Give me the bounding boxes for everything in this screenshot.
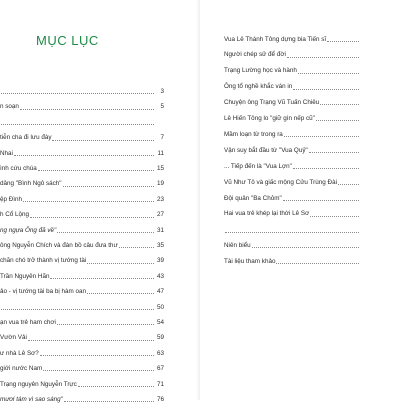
toc-entry-title: Hai vua trẻ khép lại thời Lê Sơ <box>224 210 310 218</box>
toc-leader-dots <box>20 109 154 110</box>
toc-entry-page: 47 <box>156 288 164 296</box>
toc-leader-dots <box>87 293 154 294</box>
toc-entry <box>224 138 360 154</box>
toc-entry-page: 76 <box>156 395 164 403</box>
toc-entry <box>0 388 200 403</box>
toc-entry-page: 3 <box>160 88 164 96</box>
toc-entry-page: 39 <box>156 257 164 265</box>
toc-leader-dots <box>50 278 154 279</box>
toc-leader-dots <box>38 170 154 171</box>
toc-entry-title: n soạn <box>0 103 19 111</box>
toc-entry-title: ng ngựa Ông đã về" <box>0 226 57 234</box>
toc-entry <box>224 234 360 250</box>
toc-entry-title: Vườn Vải <box>0 334 27 342</box>
toc-entry-title: ình cứu chúa <box>0 165 37 173</box>
toc-entry-title: Mầm loạn từ trong ra <box>224 130 283 138</box>
toc-leader-dots <box>338 184 359 185</box>
toc-entry-title: ạn vua trẻ ham chơi <box>0 318 56 326</box>
toc-leader-dots <box>293 168 359 169</box>
toc-entry-title: Ông tổ nghề khắc ván in <box>224 83 293 91</box>
toc-entry-page: 71 <box>156 380 164 388</box>
toc-entry <box>0 311 200 326</box>
toc-leader-dots <box>40 355 154 356</box>
toc-entry-page: 15 <box>156 165 164 173</box>
toc-leader-dots <box>57 324 154 325</box>
toc-entry <box>0 157 200 172</box>
toc-leader-dots <box>64 401 154 402</box>
toc-entry <box>0 372 200 387</box>
toc-entry-page: 59 <box>156 334 164 342</box>
toc-entry <box>0 142 200 157</box>
toc-leader-dots <box>119 247 154 248</box>
toc-entry-title: Người chép sử để đời <box>224 51 286 59</box>
toc-entry <box>0 188 200 203</box>
toc-entry-title: Tài liệu tham khảo <box>224 258 276 266</box>
toc-leader-dots <box>287 57 359 58</box>
toc-entry-title: Vua Lê Thánh Tông dựng bia Tiến sĩ <box>224 35 327 43</box>
toc-leader-dots <box>320 104 359 105</box>
toc-entry <box>0 203 200 218</box>
toc-entry-page: 5 <box>160 103 164 111</box>
toc-entry <box>0 295 200 310</box>
toc-entry-title: chăn chó trở thành vị tướng tài <box>0 257 87 265</box>
toc-entry <box>0 234 200 249</box>
toc-leader-dots <box>28 340 154 341</box>
toc-entry <box>224 27 360 43</box>
toc-entry <box>0 326 200 341</box>
toc-entry <box>0 280 200 295</box>
toc-leader-dots <box>52 140 154 141</box>
toc-entry-title: Vận suy bắt đầu từ "Vua Quỷ" <box>224 146 308 154</box>
toc-leader-dots <box>310 216 359 217</box>
toc-entry-page: 35 <box>156 242 164 249</box>
toc-entry-title: dâng "Bình Ngô sách" <box>0 180 62 188</box>
toc-entry <box>224 106 360 122</box>
toc-leader-dots <box>316 120 359 121</box>
toc-entry <box>0 172 200 187</box>
toc-leader-dots <box>87 263 154 264</box>
toc-leader-dots <box>252 247 359 248</box>
toc-entry-title: Vũ Như Tô và giấc mộng Cửu Trùng Đài <box>224 178 337 186</box>
toc-entry-title: Trần Nguyên Hãn <box>0 272 50 280</box>
toc-leader-dots <box>298 73 359 74</box>
toc-entry-title: ệp Đình <box>0 195 23 203</box>
toc-entry <box>224 170 360 186</box>
toc-entry-title: mươi tám vì sao sáng" <box>0 395 63 403</box>
toc-entry-title: ... Tiếp đến là "Vua Lợn" <box>224 162 292 170</box>
toc-entry <box>0 342 200 357</box>
toc-entry-title: ảo - vị tướng tài ba bị hàm oan <box>0 288 87 296</box>
toc-entry-title: ông Nguyễn Chích và đàn bồ câu đưa thư <box>0 242 118 249</box>
toc-entry-page: 63 <box>156 349 164 357</box>
toc-entry-title: Nhai <box>0 149 13 157</box>
toc-entry-title: h Cổ Lộng <box>0 211 30 219</box>
toc-entry <box>0 80 200 95</box>
toc-entry <box>224 249 360 265</box>
toc-entry-page: 23 <box>156 195 164 203</box>
toc-entry-page: 43 <box>156 272 164 280</box>
toc-leader-dots <box>1 309 154 310</box>
toc-entry <box>224 43 360 59</box>
toc-entry <box>224 218 360 234</box>
toc-entry <box>224 75 360 91</box>
toc-leader-dots <box>23 201 154 202</box>
toc-leader-dots <box>30 217 154 218</box>
toc-leader-dots <box>327 41 359 42</box>
toc-entry-page: 54 <box>156 318 164 326</box>
toc-leader-dots <box>225 232 359 233</box>
right-toc-list <box>224 27 360 265</box>
toc-entry <box>0 249 200 264</box>
toc-entry-title: Trạng nguyên Nguyễn Trực <box>0 380 77 388</box>
toc-leader-dots <box>1 124 154 125</box>
toc-leader-dots <box>276 263 359 264</box>
toc-entry-title: tiễn cha đi lưu đày <box>0 134 52 142</box>
toc-leader-dots <box>43 370 154 371</box>
toc-entry-title: Lê Hiến Tông lo "giữ gìn nếp cũ" <box>224 115 315 123</box>
toc-entry-page: 19 <box>156 180 164 188</box>
toc-entry-title: ư nhà Lê Sơ? <box>0 349 39 357</box>
toc-entry <box>224 59 360 75</box>
toc-entry <box>224 91 360 107</box>
toc-entry-title: Chuyện ông Trạng Vũ Tuấn Chiêu <box>224 99 320 107</box>
toc-entry-title: Trạng Lường học và hành <box>224 67 297 75</box>
toc-entry-page: 31 <box>156 226 164 234</box>
toc-title: MỤC LỤC <box>36 33 99 48</box>
toc-entry <box>0 95 200 110</box>
toc-leader-dots <box>293 89 359 90</box>
toc-entry <box>224 186 360 202</box>
right-page <box>200 0 400 400</box>
toc-leader-dots <box>309 152 359 153</box>
toc-entry-page: 50 <box>156 303 164 311</box>
left-toc-list <box>0 80 200 403</box>
toc-entry <box>224 202 360 218</box>
toc-leader-dots <box>283 200 359 201</box>
toc-entry <box>224 154 360 170</box>
toc-entry-title: Đội quân "Ba Chỏm" <box>224 194 282 202</box>
toc-entry <box>0 126 200 141</box>
toc-entry-page: 7 <box>160 134 164 142</box>
toc-entry-page: 67 <box>156 365 164 373</box>
toc-entry <box>0 265 200 280</box>
toc-leader-dots <box>14 155 154 156</box>
toc-leader-dots <box>63 186 154 187</box>
toc-leader-dots <box>1 93 154 94</box>
toc-entry-page: 27 <box>156 211 164 219</box>
toc-entry <box>0 219 200 234</box>
toc-entry-title: Niên biểu <box>224 242 251 250</box>
toc-entry <box>0 357 200 372</box>
toc-leader-dots <box>284 136 359 137</box>
toc-entry <box>224 122 360 138</box>
toc-leader-dots <box>78 386 154 387</box>
toc-entry-page: 11 <box>157 149 164 157</box>
toc-entry <box>0 111 200 126</box>
toc-leader-dots <box>57 232 154 233</box>
toc-entry-title: giới nước Nam <box>0 365 43 373</box>
